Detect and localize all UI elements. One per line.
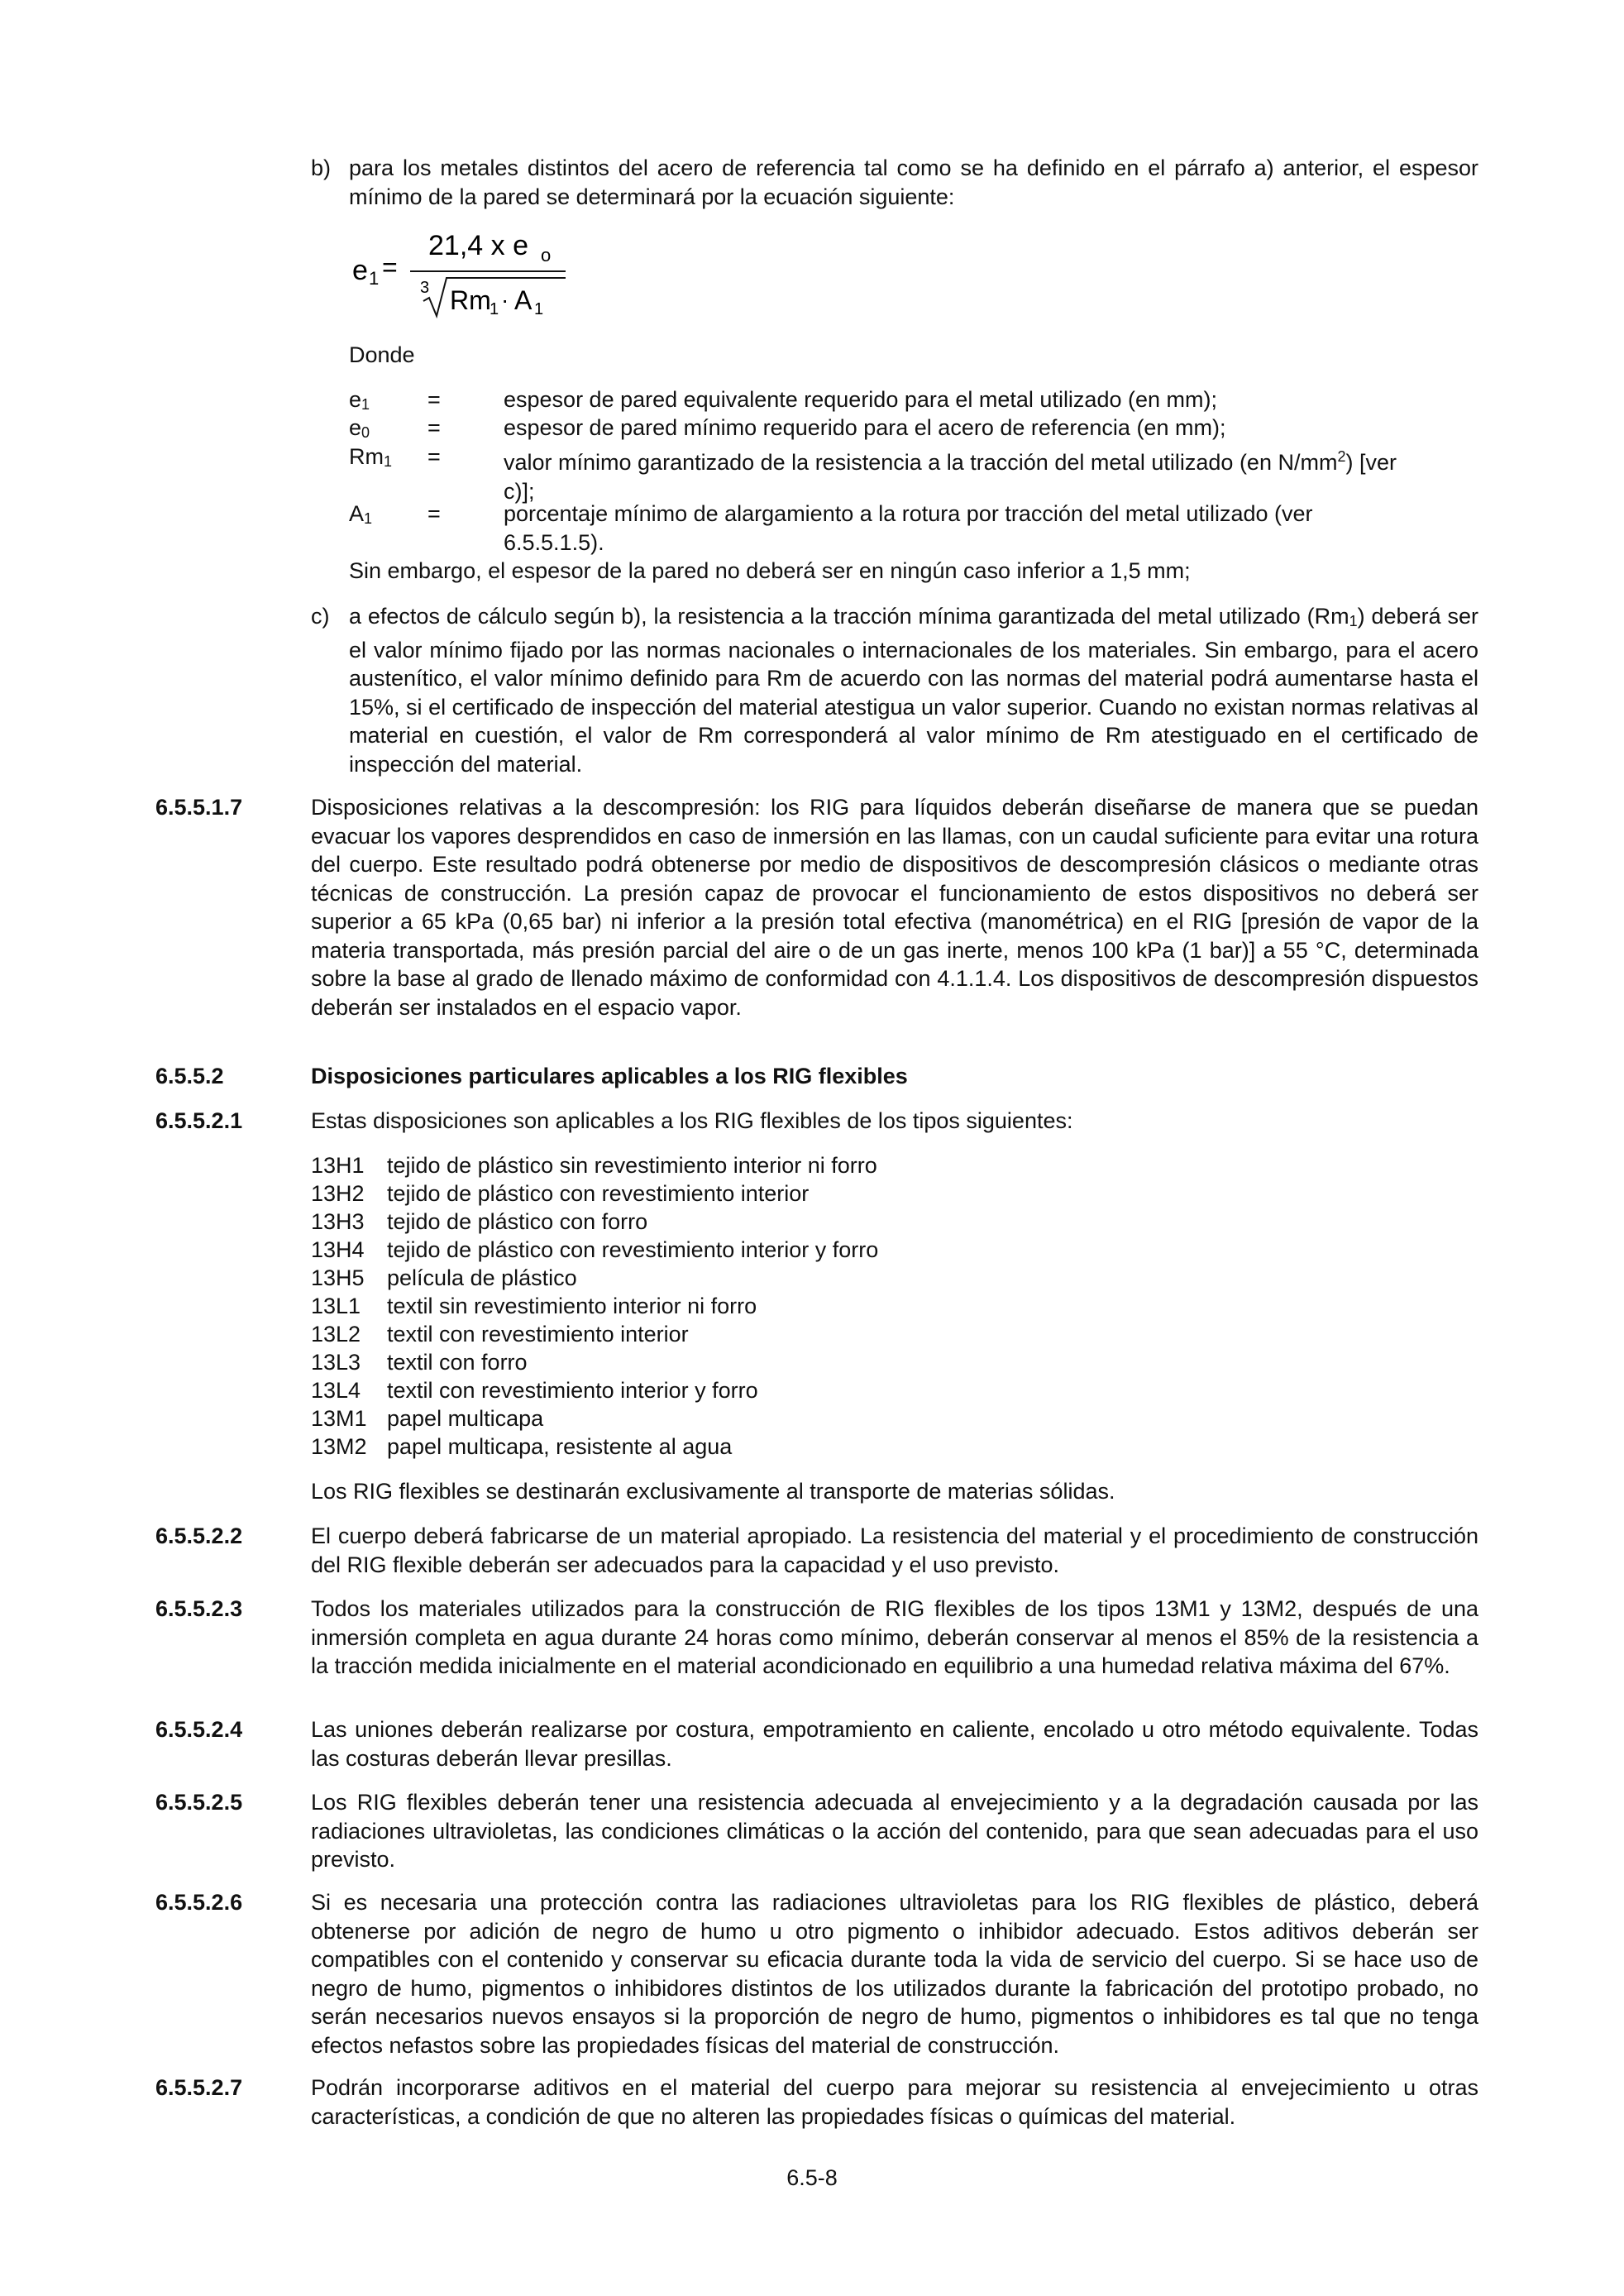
- type-code: 13H2: [311, 1181, 365, 1206]
- formula-numerator-sub: o: [541, 245, 552, 265]
- section-text: Disposiciones relativas a la descompresión: los RIG para líquidos deberán diseñarse de manera que se puedan evacuar los vapores desprendidos en caso de inmersión en las llamas, con un caudal suficiente para evitar una rotura del cuerpo. Este resultado podrá obtenerse por medio de dispositivos de descompresión clásicos o mediante otras técnicas de construcción. La presión capaz de provocar el funcionamiento de estos dispositivos no deberá ser superior a 65 kPa (0,65 bar) ni inferior a la presión total efectiva (manométrica) en el RIG [presión de vapor de la materia transportada, más presión parcial del aire o de un gas inerte, menos 100 kPa (1 bar)] a 55 °C, determinada sobre la base al grado de llenado máximo de conformidad con 4.1.1.4. Los dispositivos de descompresión dispuestos deberán ser instalados en el espacio vapor.: [311, 795, 1478, 1020]
- type-desc: textil sin revestimiento interior ni forro: [387, 1294, 757, 1318]
- formula-denominator-a: Rm: [450, 285, 491, 315]
- para-c-label: c): [311, 604, 330, 629]
- def-symbol-e0: $e_0$: [349, 415, 370, 441]
- def-symbol-a1: $A_1$: [349, 501, 373, 527]
- type-code: 13L2: [311, 1322, 361, 1347]
- section-text: Si es necesaria una protección contra las radiaciones ultravioletas para los RIG flexibles de plástico, deberá obtenerse por adición de negro de humo u otro pigmento o inhibidor adecuado. Estos aditivos deberán ser compatibles con el contenido y conservar su eficacia durante toda la vida de servicio del cuerpo. Si se hace uso de negro de humo, pigmentos o inhibidores distintos de los utilizados durante la fabricación del prototipo probado, no serán necesarios nuevos ensayos si la proporción de negro de humo, pigmentos o inhibidores es tal que no tenga efectos nefastos sobre las propiedades físicas del material de construcción.: [311, 1890, 1478, 2058]
- type-code: 13H4: [311, 1237, 365, 1262]
- type-code: 13M2: [311, 1434, 367, 1459]
- formula-denominator-b-sub: 1: [534, 300, 544, 318]
- section-number: 6.5.5.2.3: [155, 1596, 243, 1621]
- type-desc: textil con revestimiento interior: [387, 1322, 689, 1347]
- type-desc: tejido de plástico con forro: [387, 1209, 648, 1234]
- def-text-a1: porcentaje mínimo de alargamiento a la rotura por tracción del metal utilizado (ver 6.5.5.1.5).: [504, 501, 1313, 555]
- section-number: 6.5.5.2.7: [155, 2075, 243, 2100]
- type-code: 13L3: [311, 1350, 361, 1375]
- type-code: 13L1: [311, 1294, 361, 1318]
- type-desc: tejido de plástico con revestimiento interior y forro: [387, 1237, 879, 1262]
- section-text: Las uniones deberán realizarse por costura, empotramiento en caliente, encolado u otro método equivalente. Todas las costuras deberán llevar presillas.: [311, 1717, 1478, 1771]
- type-code: 13M1: [311, 1406, 367, 1431]
- section-number: 6.5.5.2: [155, 1064, 224, 1088]
- thickness-formula: [349, 225, 580, 324]
- formula-svg: [349, 225, 580, 324]
- formula-dot: ·: [501, 287, 509, 313]
- para-b-text: para los metales distintos del acero de referencia tal como se ha definido en el párrafo a) anterior, el espesor mínimo de la pared se determinará por la ecuación siguiente:: [349, 155, 1478, 209]
- def-text-e1: espesor de pared equivalente requerido para el metal utilizado (en mm);: [504, 387, 1217, 412]
- section-heading: Disposiciones particulares aplicables a los RIG flexibles: [311, 1064, 908, 1088]
- def-symbol-rm1: $Rm_1$: [349, 444, 393, 470]
- section-number: 6.5.5.2.2: [155, 1523, 243, 1548]
- section-text: Los RIG flexibles deberán tener una resistencia adecuada al envejecimiento y a la degradación causada por las radiaciones ultravioletas, las condiciones climáticas o la acción del contenido, para que sean adecuadas para el uso previsto.: [311, 1790, 1478, 1872]
- def-text-rm1: valor mínimo garantizado de la resistencia a la tracción del metal utilizado (en $N/mm^2$) [ver c)];: [504, 448, 1397, 504]
- section-text: Podrán incorporarse aditivos en el material del cuerpo para mejorar su resistencia al envejecimiento u otras características, a condición de que no alteren las propiedades físicas o químicas del material.: [311, 2075, 1478, 2129]
- type-desc: película de plástico: [387, 1265, 577, 1290]
- type-desc: papel multicapa, resistente al agua: [387, 1434, 733, 1459]
- section-text: Estas disposiciones son aplicables a los RIG flexibles de los tipos siguientes:: [311, 1108, 1073, 1133]
- section-number: 6.5.5.2.5: [155, 1790, 243, 1815]
- page-number: 6.5-8: [786, 2165, 838, 2190]
- def-equals: =: [427, 501, 441, 526]
- def-equals: =: [427, 387, 441, 412]
- min-thickness-note: Sin embargo, el espesor de la pared no deberá ser en ningún caso inferior a 1,5 mm;: [349, 558, 1191, 583]
- formula-numerator: 21,4 x e: [428, 230, 528, 261]
- section-number: 6.5.5.1.7: [155, 795, 243, 820]
- formula-equals: =: [382, 252, 398, 282]
- section-number: 6.5.5.2.4: [155, 1717, 243, 1742]
- formula-root-index: 3: [420, 279, 430, 297]
- type-code: 13L4: [311, 1378, 361, 1403]
- solids-note: Los RIG flexibles se destinarán exclusivamente al transporte de materias sólidas.: [311, 1479, 1115, 1504]
- type-desc: tejido de plástico con revestimiento interior: [387, 1181, 810, 1206]
- section-text: Todos los materiales utilizados para la construcción de RIG flexibles de los tipos 13M1 y 13M2, después de una inmersión completa en agua durante 24 horas como mínimo, deberán conservar al menos el 85% de la resistencia a la tracción medida inicialmente en el material acondicionado en equilibrio a una humedad relativa máxima del 67%.: [311, 1596, 1478, 1678]
- type-desc: textil con forro: [387, 1350, 528, 1375]
- section-number: 6.5.5.2.6: [155, 1890, 243, 1915]
- type-desc: textil con revestimiento interior y forro: [387, 1378, 758, 1403]
- section-number: 6.5.5.2.1: [155, 1108, 243, 1133]
- formula-lhs-sub: 1: [369, 268, 380, 289]
- section-text: El cuerpo deberá fabricarse de un material apropiado. La resistencia del material y el procedimiento de construcción del RIG flexible deberán ser adecuados para la capacidad y el uso previsto.: [311, 1523, 1478, 1577]
- para-b-label: b): [311, 155, 332, 180]
- type-code: 13H1: [311, 1153, 365, 1178]
- type-desc: tejido de plástico sin revestimiento interior ni forro: [387, 1153, 877, 1178]
- type-code: 13H3: [311, 1209, 365, 1234]
- def-text-e0: espesor de pared mínimo requerido para el acero de referencia (en mm);: [504, 415, 1226, 440]
- donde-label: Donde: [349, 342, 415, 367]
- def-equals: =: [427, 444, 441, 469]
- def-equals: =: [427, 415, 441, 440]
- type-desc: papel multicapa: [387, 1406, 544, 1431]
- def-symbol-e1: $e_1$: [349, 387, 370, 413]
- formula-denominator-b: A: [514, 285, 533, 315]
- formula-denominator-a-sub: 1: [490, 300, 499, 318]
- type-code: 13H5: [311, 1265, 365, 1290]
- para-c-text: a efectos de cálculo según b), la resistencia a la tracción mínima garantizada del metal utilizado $(Rm_1)$ deberá ser el valor mínimo fijado por las normas nacionales o internacionales de los materiales. Sin embargo, para el acero austenítico, el valor mínimo definido para Rm de acuerdo con las normas del material podrá aumentarse hasta el 15%, si el certificado de inspección del material atestigua un valor superior. Cuando no existan normas relativas al material en cuestión, el valor de Rm corresponderá al valor mínimo de Rm atestiguado en el certificado de inspección del material.: [349, 604, 1478, 777]
- formula-lhs: e: [352, 255, 368, 286]
